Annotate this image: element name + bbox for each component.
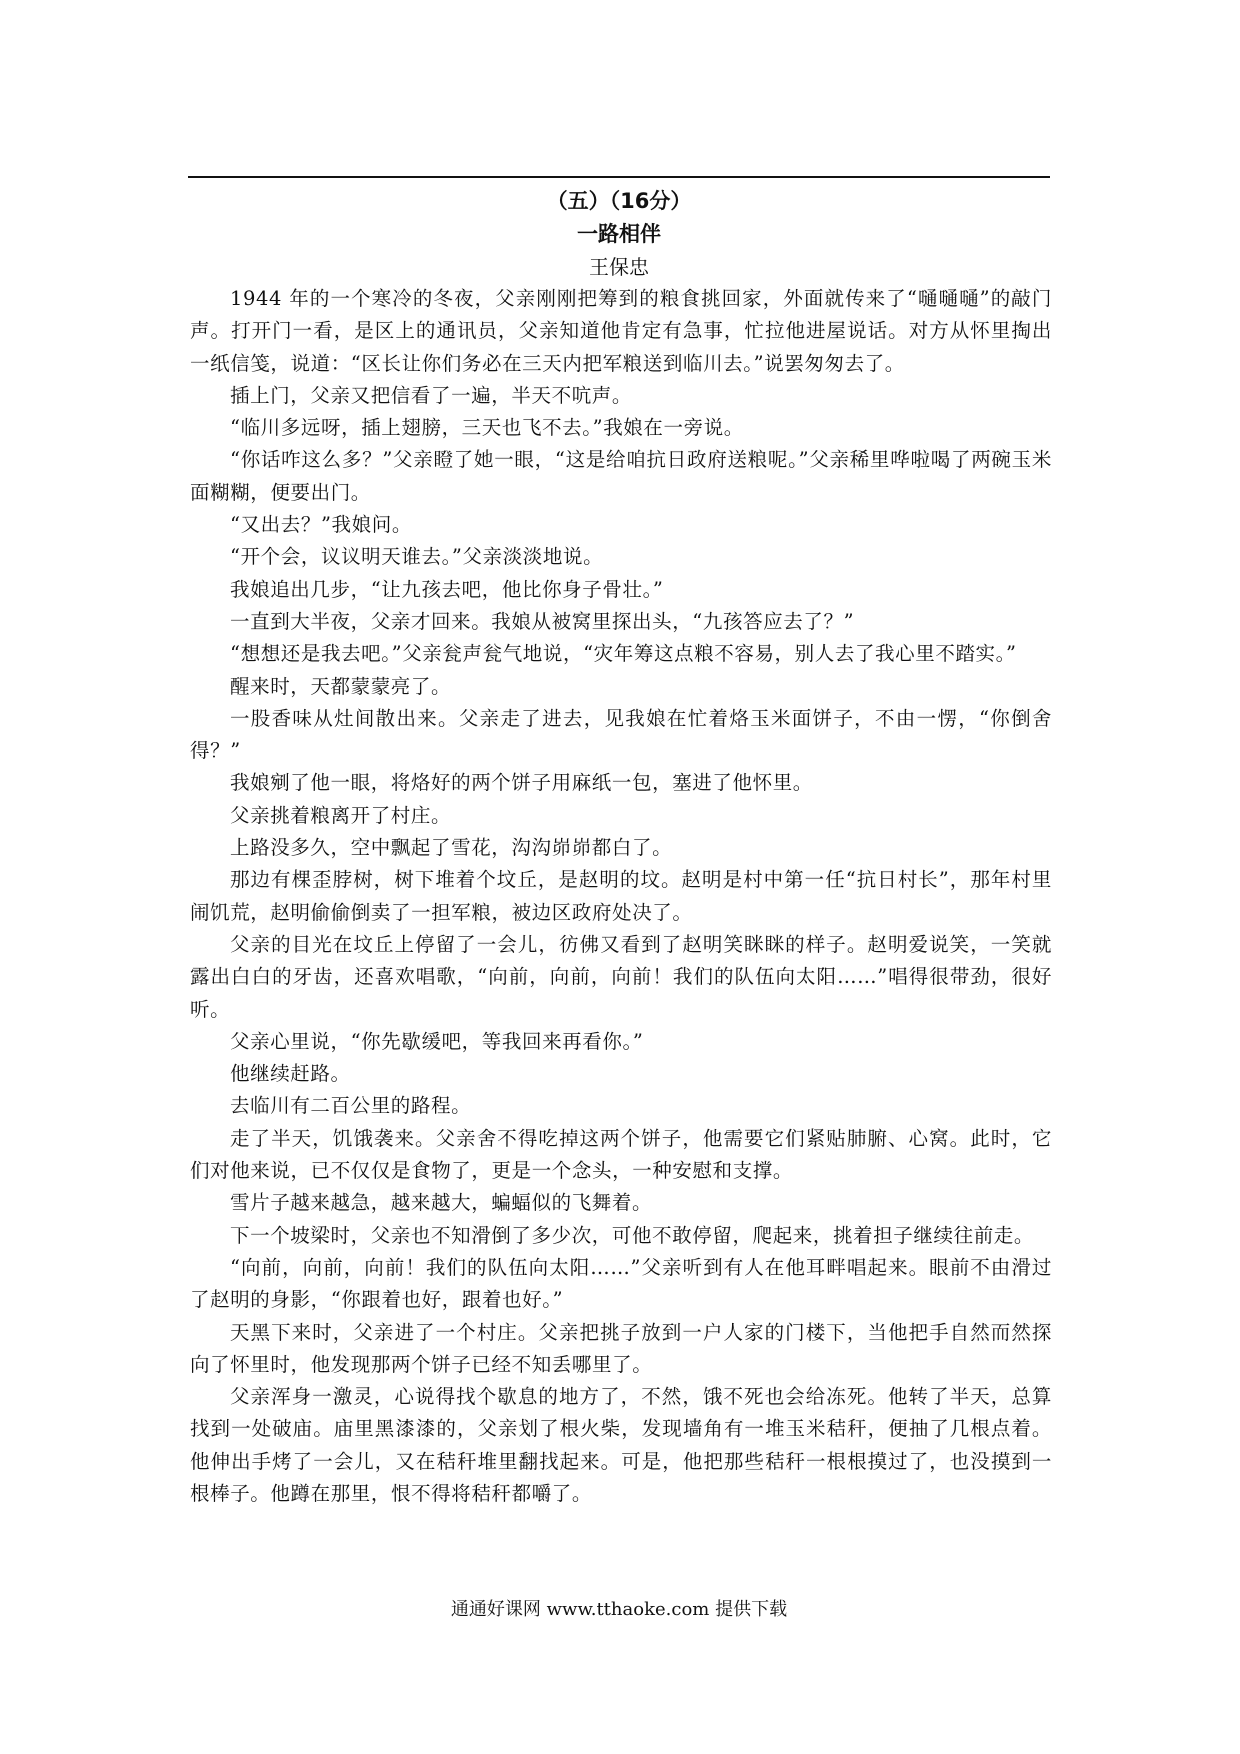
paragraph: 我娘剜了他一眼，将烙好的两个饼子用麻纸一包，塞进了他怀里。 (230, 771, 813, 795)
paragraph: “你话咋这么多？”父亲瞪了她一眼，“这是给咱抗日政府送粮呢。”父亲稀里哗啦喝了两碗玉米面糊糊，便要出门。 (190, 448, 1052, 504)
footer-source-note: 通通好课网 www.tthaoke.com 提供下载 (450, 1599, 788, 1620)
paragraph: “向前，向前，向前！我们的队伍向太阳……”父亲听到有人在他耳畔唱起来。眼前不由滑过了赵明的身影，“你跟着也好，跟着也好。” (190, 1255, 1052, 1312)
paragraph: 那边有棵歪脖树，树下堆着个坟丘，是赵明的坟。赵明是村中第一任“抗日村长”，那年村里闹饥荒，赵明偷偷倒卖了一担军粮，被边区政府处决了。 (190, 868, 1052, 924)
paragraph: 父亲的目光在坟丘上停留了一会儿，彷佛又看到了赵明笑眯眯的样子。赵明爱说笑，一笑就露出白白的牙齿，还喜欢唱歌，“向前，向前，向前！我们的队伍向太阳……”唱得很带劲，很好听。 (190, 932, 1052, 1021)
paragraph: 一直到大半夜，父亲才回来。我娘从被窝里探出头，“九孩答应去了？” (230, 609, 855, 633)
paragraph: 父亲心里说，“你先歇缓吧，等我回来再看你。” (230, 1029, 644, 1053)
paragraph: 我娘追出几步，“让九孩去吧，他比你身子骨壮。” (230, 577, 664, 601)
section-heading: （五）（16分） (546, 189, 692, 213)
top-rule (188, 176, 1050, 178)
paragraph: 天黑下来时，父亲进了一个村庄。父亲把挑子放到一户人家的门楼下，当他把手自然而然探向了怀里时，他发现那两个饼子已经不知丢哪里了。 (190, 1320, 1052, 1376)
paragraph: 插上门，父亲又把信看了一遍，半天不吭声。 (230, 383, 633, 407)
paragraph: 下一个坡梁时，父亲也不知滑倒了多少次，可他不敢停留，爬起来，挑着担子继续往前走。 (230, 1223, 1035, 1247)
paragraph: 一股香味从灶间散出来。父亲走了进去，见我娘在忙着烙玉米面饼子，不由一愣，“你倒舍得？” (190, 706, 1052, 763)
paragraph: 醒来时，天都蒙蒙亮了。 (230, 674, 452, 698)
paragraph: 上路没多久，空中飘起了雪花，沟沟峁峁都白了。 (230, 836, 673, 860)
paragraph: “又出去？”我娘问。 (230, 513, 412, 537)
paragraph: “临川多远呀，插上翅膀，三天也飞不去。”我娘在一旁说。 (230, 416, 744, 440)
paragraph: 去临川有二百公里的路程。 (230, 1094, 472, 1118)
paragraph: 他继续赶路。 (230, 1062, 351, 1086)
paragraph: “开个会，议议明天谁去。”父亲淡淡地说。 (230, 545, 604, 569)
story-body (190, 283, 1052, 1510)
paragraph: 父亲挑着粮离开了村庄。 (230, 803, 452, 827)
paragraph: “想想还是我去吧。”父亲瓮声瓮气地说，“灾年筹这点粮不容易，别人去了我心里不踏实。” (230, 642, 1017, 666)
author-name: 王保忠 (589, 255, 649, 279)
paragraph: 走了半天，饥饿袭来。父亲舍不得吃掉这两个饼子，他需要它们紧贴肺腑、心窝。此时，它们对他来说，已不仅仅是食物了，更是一个念头，一种安慰和支撑。 (190, 1126, 1052, 1183)
story-title: 一路相伴 (577, 222, 661, 246)
paragraph: 1944 年的一个寒冷的冬夜，父亲刚刚把筹到的粮食挑回家，外面就传来了“嗵嗵嗵”的敲门声。打开门一看，是区上的通讯员，父亲知道他肯定有急事，忙拉他进屋说话。对方从怀里掏出一纸信笺，说道：“区长让你们务必在三天内把军粮送到临川去。”说罢匆匆去了。 (190, 287, 1052, 375)
paragraph: 父亲浑身一激灵，心说得找个歇息的地方了，不然，饿不死也会给冻死。他转了半天，总算找到一处破庙。庙里黑漆漆的，父亲划了根火柴，发现墙角有一堆玉米秸秆，便抽了几根点着。他伸出手烤了一会儿，又在秸秆堆里翻找起来。可是，他把那些秸秆一根根摸过了，也没摸到一根棒子。他蹲在那里，恨不得将秸秆都嚼了。 (190, 1385, 1052, 1505)
paragraph: 雪片子越来越急，越来越大，蝙蝠似的飞舞着。 (230, 1191, 653, 1215)
